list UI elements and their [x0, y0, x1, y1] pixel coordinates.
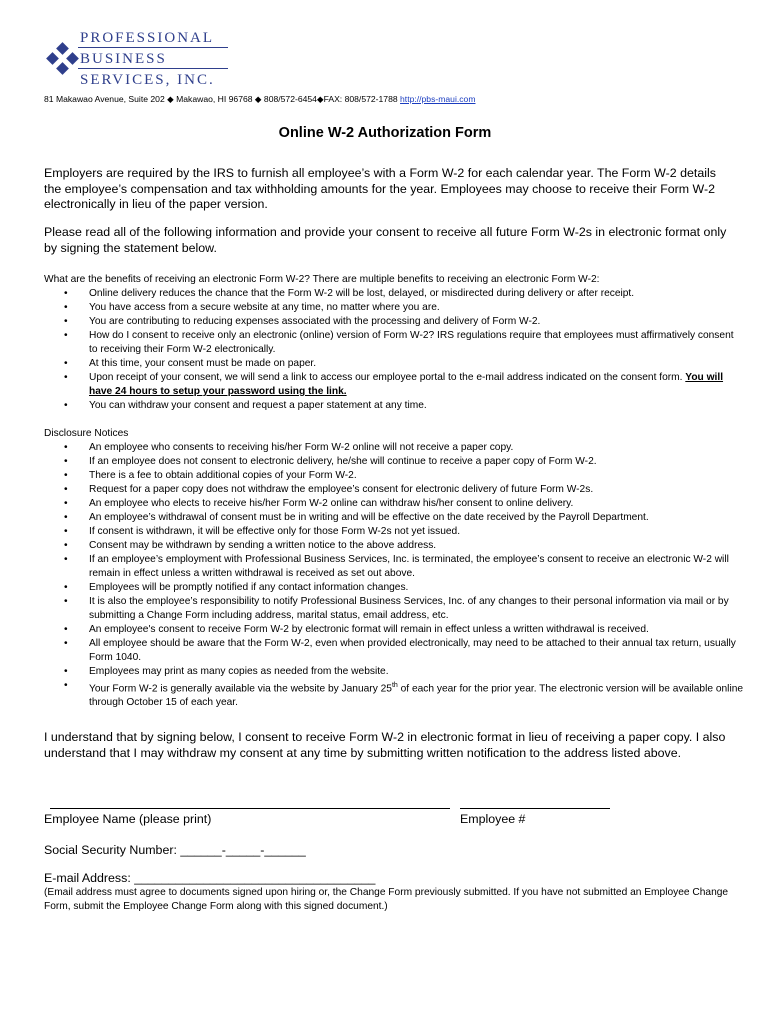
instructions-paragraph: Please read all of the following information and provide your consent to receive all future Form W-2s in electronic format only by signing the statement below. [44, 225, 727, 255]
list-item: • You have access from a secure website at any time, no matter where you are. [44, 301, 744, 315]
list-item: • There is a fee to obtain additional copies of your Form W-2. [44, 469, 744, 483]
employee-name-label: Employee Name (please print) [44, 812, 212, 826]
consent-statement: I understand that by signing below, I consent to receive Form W-2 in electronic format in lieu of receiving a paper copy. I also understand that I may withdraw my consent at any time by submitting written notification to the address listed above. [44, 730, 726, 760]
disclosure-section [44, 427, 744, 710]
company-name-line2: BUSINESS [80, 51, 167, 67]
logo-diamonds-icon [44, 42, 84, 82]
list-item [44, 679, 744, 710]
company-name-line3: SERVICES, INC. [80, 72, 215, 88]
availability-text-2: of each year for the prior year. The electronic version will be available online through October 15 of each year. [89, 683, 744, 709]
list-item [44, 371, 744, 399]
employee-number-label: Employee # [460, 812, 526, 826]
page-title: Online W-2 Authorization Form [278, 125, 492, 141]
disclosure-heading: Disclosure Notices [44, 428, 129, 439]
list-item: • Online delivery reduces the chance that the Form W-2 will be lost, delayed, or misdirected during delivery or after receipt. [44, 287, 744, 301]
list-item: • If an employee does not consent to electronic delivery, he/she will continue to receive a paper copy of Form W-2. [44, 455, 744, 469]
company-address [44, 94, 476, 105]
list-item: • You are contributing to reducing expenses associated with the processing and delivery of Form W-2. [44, 315, 744, 329]
list-item: • Employees may print as many copies as needed from the website. [44, 665, 744, 679]
logo-rule-2 [78, 68, 228, 69]
disclosure-list [44, 441, 744, 710]
list-item: • Consent may be withdrawn by sending a written notice to the above address. [44, 539, 744, 553]
list-item: • If an employee’s employment with Professional Business Services, Inc. is terminated, the employee’s consent to receive an electronic W-2 will remain in effect unless a written withdrawal is received as set out above. [44, 553, 744, 581]
availability-superscript: th [391, 682, 398, 689]
list-item: • You can withdraw your consent and request a paper statement at any time. [44, 399, 744, 413]
website-link[interactable]: http://pbs-maui.com [400, 94, 476, 104]
password-deadline-notice: You will have 24 hours to setup your password using the link. [89, 372, 724, 397]
logo-rule-1 [78, 47, 228, 48]
list-item: • An employee's consent to receive Form W-2 by electronic format will remain in effect unless a written withdrawal is received. [44, 623, 744, 637]
list-item: • How do I consent to receive only an electronic (online) version of Form W-2? IRS regulations require that employees must affirmatively consent to receiving their Form W-2 electronically. [44, 329, 744, 357]
benefits-section [44, 273, 744, 413]
benefits-list [44, 287, 744, 413]
list-item: • If consent is withdrawn, it will be effective only for those Form W-2s not yet issued. [44, 525, 744, 539]
list-item: • An employee who elects to receive his/her Form W-2 online can withdraw his/her consent to online delivery. [44, 497, 744, 511]
intro-paragraph: Employers are required by the IRS to furnish all employee’s with a Form W-2 for each calendar year. The Form W-2 details the employee’s compensation and tax withholding amounts for the year. Employees may choose to receive their Form W-2 electronically in lieu of the paper version. [44, 166, 716, 211]
list-item: • At this time, your consent must be made on paper. [44, 357, 744, 371]
employee-number-input-line[interactable] [460, 808, 610, 809]
list-item: • An employee’s withdrawal of consent must be in writing and will be effective on the date received by the Payroll Department. [44, 511, 744, 525]
address-text: 81 Makawao Avenue, Suite 202 ◆ Makawao, HI 96768 ◆ 808/572-6454◆FAX: 808/572-1788 [44, 94, 401, 104]
ssn-field[interactable]: Social Security Number: ______-_____-______ [44, 843, 306, 857]
list-item: • Employees will be promptly notified if any contact information changes. [44, 581, 744, 595]
portal-item-text: Upon receipt of your consent, we will send a link to access our employee portal to the e-mail address indicated on the consent form. [89, 372, 686, 383]
company-name-line1: PROFESSIONAL [80, 30, 215, 46]
list-item: • All employee should be aware that the Form W-2, even when provided electronically, may need to be attached to their annual tax return, usually Form 1040. [44, 637, 744, 665]
list-item: • Request for a paper copy does not withdraw the employee’s consent for electronic delivery of future Form W-2s. [44, 483, 744, 497]
company-name [80, 28, 215, 91]
list-item: • An employee who consents to receiving his/her Form W-2 online will not receive a paper copy. [44, 441, 744, 455]
employee-name-input-line[interactable] [50, 808, 450, 809]
list-item: • It is also the employee’s responsibility to notify Professional Business Services, Inc. of any changes to their personal information via mail or by submitting a Change Form including address, marital status, email address, etc. [44, 595, 744, 623]
email-note: (Email address must agree to documents signed upon hiring or, the Change Form previously submitted. If you have not submitted an Employee Change Form, submit the Employee Change Form along with this signed document.) [44, 887, 729, 912]
availability-text-1: Your Form W-2 is generally available via the website by January 25 [89, 683, 392, 695]
benefits-heading: What are the benefits of receiving an electronic Form W-2? There are multiple benefits to receiving an electronic Form W-2: [44, 274, 600, 285]
email-field[interactable]: E-mail Address: ___________________________________ [44, 871, 376, 885]
